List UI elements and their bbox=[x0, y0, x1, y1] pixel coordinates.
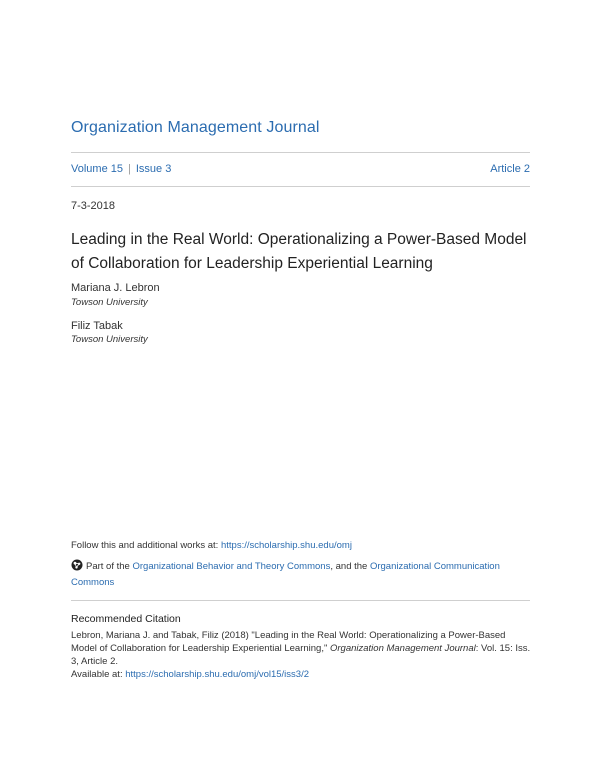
author-affiliation: Towson University bbox=[71, 334, 148, 345]
citation-text bbox=[71, 629, 533, 681]
repository-link[interactable]: https://scholarship.shu.edu/omj bbox=[220, 540, 352, 551]
commons-link-ob[interactable]: Organizational Behavior and Theory Commons bbox=[132, 561, 331, 572]
author-affiliation: Towson University bbox=[71, 297, 148, 308]
article-url-link[interactable]: https://scholarship.shu.edu/omj/vol15/iss3/2 bbox=[125, 669, 309, 680]
part-of-middle: , and the bbox=[330, 561, 370, 572]
article-title: Leading in the Real World: Operationalizing a Power-Based Model of Collaboration for Leadership Experiential Learning bbox=[71, 231, 527, 272]
author-name: Filiz Tabak bbox=[71, 320, 123, 332]
citation-volume: : Vol. 15: Iss. 3, Article 2. bbox=[71, 643, 531, 667]
citation-journal: Organization Management Journal bbox=[329, 643, 476, 654]
network-icon bbox=[71, 559, 83, 571]
divider bbox=[71, 600, 530, 601]
journal-title-link[interactable]: Organization Management Journal bbox=[71, 119, 320, 136]
author-name: Mariana J. Lebron bbox=[71, 282, 160, 294]
available-label: Available at: bbox=[71, 669, 126, 680]
divider bbox=[71, 152, 530, 153]
part-of-line bbox=[71, 559, 531, 591]
part-of-prefix: Part of the bbox=[86, 561, 133, 572]
volume-link[interactable]: Volume 15 bbox=[71, 163, 123, 175]
commons-link-oc[interactable]: Organizational Communication Commons bbox=[71, 561, 500, 588]
publication-date: 7-3-2018 bbox=[71, 200, 116, 212]
article-link[interactable]: Article 2 bbox=[490, 163, 530, 175]
separator: | bbox=[127, 163, 131, 175]
citation-heading: Recommended Citation bbox=[71, 613, 181, 625]
issue-row bbox=[71, 163, 530, 175]
citation-body: Lebron, Mariana J. and Tabak, Filiz (2018) "Leading in the Real World: Operationalizing a Power-Based Model of Collaboration for Leadership Experiential Learning," bbox=[71, 630, 506, 654]
follow-line bbox=[71, 540, 352, 551]
divider bbox=[71, 186, 530, 187]
issue-link[interactable]: Issue 3 bbox=[135, 163, 172, 175]
follow-text: Follow this and additional works at: bbox=[71, 540, 221, 551]
